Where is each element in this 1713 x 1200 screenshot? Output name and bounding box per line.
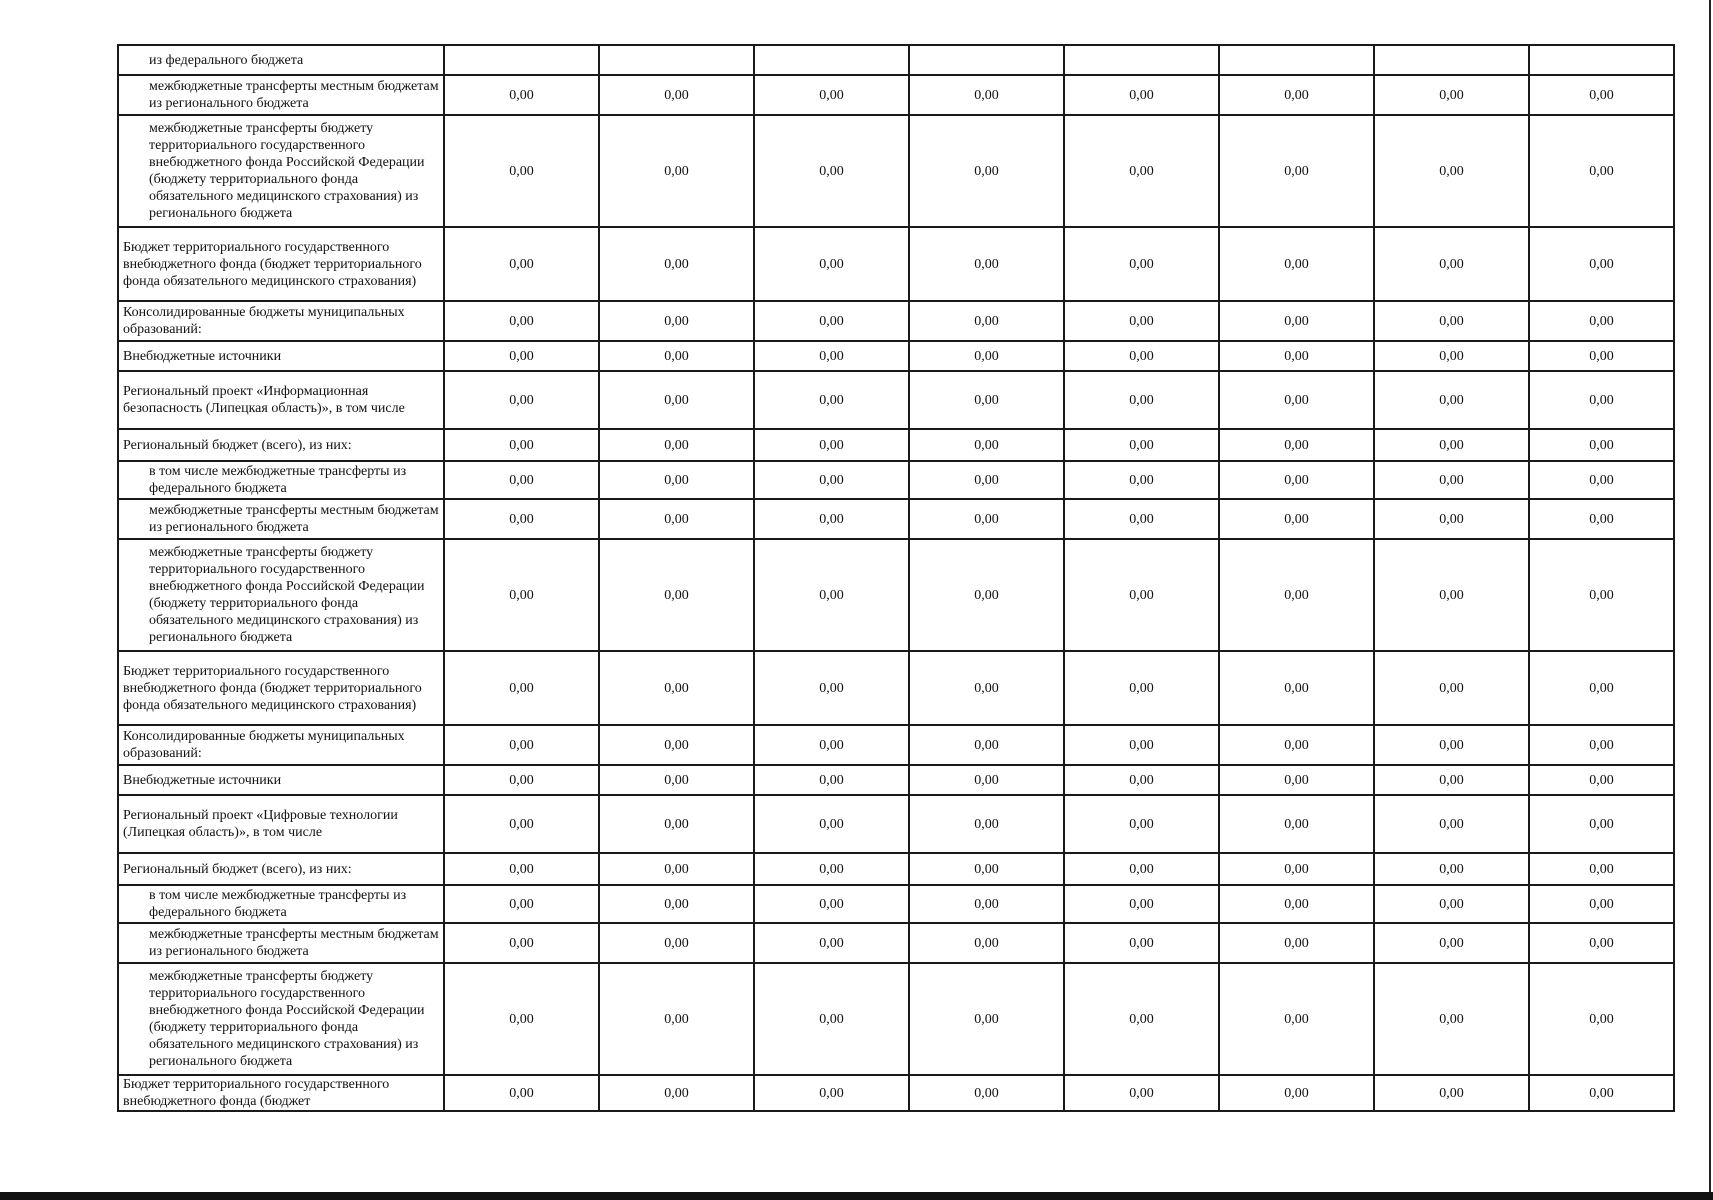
value-cell: 0,00: [599, 795, 754, 853]
row-label: межбюджетные трансферты местным бюджетам из регионального бюджета: [118, 499, 444, 539]
value-cell: 0,00: [1064, 499, 1219, 539]
budget-table-body: [118, 45, 1674, 1111]
value-cell: 0,00: [1374, 1075, 1529, 1111]
value-cell: [1219, 45, 1374, 75]
value-cell: 0,00: [599, 75, 754, 115]
value-cell: 0,00: [599, 539, 754, 651]
value-cell: 0,00: [1529, 963, 1674, 1075]
value-cell: 0,00: [909, 499, 1064, 539]
value-cell: [599, 45, 754, 75]
value-cell: 0,00: [444, 853, 599, 885]
value-cell: 0,00: [1374, 341, 1529, 371]
row-label: Бюджет территориального государственного внебюджетного фонда (бюджет территориального фонда обязательного медицинского страхования): [118, 651, 444, 725]
scan-edge-right: [1709, 0, 1711, 1192]
value-cell: 0,00: [444, 1075, 599, 1111]
value-cell: 0,00: [1529, 539, 1674, 651]
value-cell: 0,00: [1219, 795, 1374, 853]
value-cell: 0,00: [1219, 115, 1374, 227]
value-cell: 0,00: [599, 853, 754, 885]
table-row: [118, 923, 1674, 963]
value-cell: 0,00: [1529, 115, 1674, 227]
value-cell: 0,00: [1374, 429, 1529, 461]
value-cell: 0,00: [754, 923, 909, 963]
value-cell: 0,00: [599, 461, 754, 499]
value-cell: 0,00: [444, 499, 599, 539]
value-cell: 0,00: [599, 227, 754, 301]
value-cell: 0,00: [444, 923, 599, 963]
value-cell: [1529, 45, 1674, 75]
value-cell: 0,00: [1064, 853, 1219, 885]
value-cell: 0,00: [1374, 923, 1529, 963]
row-label: Бюджет территориального государственного внебюджетного фонда (бюджет территориального фонда обязательного медицинского страхования): [118, 227, 444, 301]
scan-edge-bottom: [0, 1192, 1713, 1200]
value-cell: 0,00: [1529, 651, 1674, 725]
value-cell: 0,00: [754, 885, 909, 923]
value-cell: 0,00: [1529, 429, 1674, 461]
value-cell: 0,00: [444, 963, 599, 1075]
value-cell: 0,00: [444, 795, 599, 853]
value-cell: 0,00: [909, 1075, 1064, 1111]
value-cell: 0,00: [909, 765, 1064, 795]
table-row: [118, 115, 1674, 227]
value-cell: 0,00: [1219, 765, 1374, 795]
value-cell: [444, 45, 599, 75]
row-label: Региональный бюджет (всего), из них:: [118, 853, 444, 885]
value-cell: 0,00: [1529, 765, 1674, 795]
value-cell: 0,00: [1219, 963, 1374, 1075]
table-row: [118, 1075, 1674, 1111]
value-cell: 0,00: [1064, 765, 1219, 795]
value-cell: 0,00: [1064, 963, 1219, 1075]
value-cell: 0,00: [1374, 115, 1529, 227]
value-cell: 0,00: [1529, 885, 1674, 923]
value-cell: 0,00: [599, 963, 754, 1075]
value-cell: 0,00: [599, 429, 754, 461]
value-cell: 0,00: [1219, 461, 1374, 499]
value-cell: 0,00: [1374, 651, 1529, 725]
value-cell: 0,00: [909, 429, 1064, 461]
row-label: Региональный проект «Цифровые технологии (Липецкая область)», в том числе: [118, 795, 444, 853]
value-cell: 0,00: [599, 725, 754, 765]
value-cell: 0,00: [1219, 341, 1374, 371]
value-cell: 0,00: [909, 461, 1064, 499]
row-label: межбюджетные трансферты бюджету территориального государственного внебюджетного фонда Российской Федерации (бюджету территориального фонда обязательного медицинского страхования) из регионального бюджета: [118, 539, 444, 651]
value-cell: [1374, 45, 1529, 75]
value-cell: 0,00: [444, 341, 599, 371]
value-cell: 0,00: [1064, 341, 1219, 371]
table-row: [118, 853, 1674, 885]
row-label: межбюджетные трансферты местным бюджетам из регионального бюджета: [118, 75, 444, 115]
table-row: [118, 301, 1674, 341]
value-cell: 0,00: [1529, 461, 1674, 499]
value-cell: 0,00: [599, 499, 754, 539]
value-cell: 0,00: [909, 301, 1064, 341]
value-cell: 0,00: [1529, 499, 1674, 539]
value-cell: 0,00: [909, 885, 1064, 923]
value-cell: 0,00: [1064, 539, 1219, 651]
value-cell: 0,00: [444, 301, 599, 341]
row-label: Региональный бюджет (всего), из них:: [118, 429, 444, 461]
value-cell: 0,00: [1374, 885, 1529, 923]
value-cell: 0,00: [1219, 725, 1374, 765]
value-cell: 0,00: [599, 923, 754, 963]
value-cell: 0,00: [1374, 963, 1529, 1075]
value-cell: 0,00: [1374, 853, 1529, 885]
table-row: [118, 499, 1674, 539]
value-cell: 0,00: [754, 429, 909, 461]
table-row: [118, 539, 1674, 651]
value-cell: 0,00: [1219, 499, 1374, 539]
value-cell: 0,00: [444, 461, 599, 499]
value-cell: 0,00: [909, 371, 1064, 429]
value-cell: 0,00: [754, 115, 909, 227]
table-row: [118, 45, 1674, 75]
value-cell: 0,00: [444, 885, 599, 923]
value-cell: 0,00: [754, 499, 909, 539]
value-cell: 0,00: [1219, 923, 1374, 963]
table-row: [118, 765, 1674, 795]
value-cell: 0,00: [1374, 301, 1529, 341]
value-cell: [909, 45, 1064, 75]
row-label: из федерального бюджета: [118, 45, 444, 75]
row-label: Консолидированные бюджеты муниципальных образований:: [118, 301, 444, 341]
table-row: [118, 461, 1674, 499]
value-cell: 0,00: [754, 1075, 909, 1111]
value-cell: 0,00: [754, 651, 909, 725]
row-label: межбюджетные трансферты местным бюджетам из регионального бюджета: [118, 923, 444, 963]
value-cell: 0,00: [1219, 301, 1374, 341]
value-cell: 0,00: [909, 341, 1064, 371]
value-cell: 0,00: [909, 923, 1064, 963]
value-cell: 0,00: [1064, 725, 1219, 765]
value-cell: [754, 45, 909, 75]
value-cell: 0,00: [1219, 539, 1374, 651]
row-label: Региональный проект «Информационная безопасность (Липецкая область)», в том числе: [118, 371, 444, 429]
value-cell: 0,00: [1529, 923, 1674, 963]
value-cell: 0,00: [444, 539, 599, 651]
value-cell: 0,00: [444, 429, 599, 461]
table-row: [118, 429, 1674, 461]
value-cell: 0,00: [1219, 227, 1374, 301]
table-row: [118, 795, 1674, 853]
value-cell: 0,00: [1064, 1075, 1219, 1111]
value-cell: 0,00: [909, 75, 1064, 115]
value-cell: 0,00: [599, 651, 754, 725]
row-label: Бюджет территориального государственного внебюджетного фонда (бюджет: [118, 1075, 444, 1111]
value-cell: 0,00: [1529, 341, 1674, 371]
row-label: межбюджетные трансферты бюджету территориального государственного внебюджетного фонда Российской Федерации (бюджету территориального фонда обязательного медицинского страхования) из регионального бюджета: [118, 115, 444, 227]
value-cell: 0,00: [1374, 539, 1529, 651]
table-row: [118, 227, 1674, 301]
value-cell: 0,00: [1529, 1075, 1674, 1111]
value-cell: 0,00: [444, 75, 599, 115]
value-cell: 0,00: [1064, 371, 1219, 429]
value-cell: 0,00: [444, 765, 599, 795]
value-cell: 0,00: [1064, 651, 1219, 725]
value-cell: 0,00: [1374, 227, 1529, 301]
row-label: Внебюджетные источники: [118, 765, 444, 795]
table-row: [118, 341, 1674, 371]
value-cell: 0,00: [1529, 75, 1674, 115]
value-cell: 0,00: [1529, 301, 1674, 341]
value-cell: 0,00: [1064, 301, 1219, 341]
value-cell: 0,00: [1064, 75, 1219, 115]
value-cell: 0,00: [754, 853, 909, 885]
value-cell: 0,00: [754, 341, 909, 371]
value-cell: 0,00: [1064, 227, 1219, 301]
table-row: [118, 963, 1674, 1075]
row-label: в том числе межбюджетные трансферты из федерального бюджета: [118, 885, 444, 923]
row-label: Внебюджетные источники: [118, 341, 444, 371]
value-cell: 0,00: [1529, 795, 1674, 853]
value-cell: 0,00: [1219, 885, 1374, 923]
value-cell: 0,00: [1374, 499, 1529, 539]
table-row: [118, 885, 1674, 923]
value-cell: 0,00: [909, 115, 1064, 227]
value-cell: 0,00: [1219, 1075, 1374, 1111]
value-cell: 0,00: [599, 371, 754, 429]
value-cell: 0,00: [599, 1075, 754, 1111]
value-cell: 0,00: [1219, 75, 1374, 115]
value-cell: 0,00: [754, 963, 909, 1075]
value-cell: 0,00: [444, 371, 599, 429]
value-cell: 0,00: [599, 765, 754, 795]
value-cell: 0,00: [909, 725, 1064, 765]
value-cell: 0,00: [1529, 371, 1674, 429]
row-label: межбюджетные трансферты бюджету территориального государственного внебюджетного фонда Российской Федерации (бюджету территориального фонда обязательного медицинского страхования) из регионального бюджета: [118, 963, 444, 1075]
value-cell: 0,00: [1219, 651, 1374, 725]
value-cell: 0,00: [1374, 795, 1529, 853]
value-cell: 0,00: [754, 539, 909, 651]
value-cell: 0,00: [754, 371, 909, 429]
table-row: [118, 725, 1674, 765]
value-cell: [1064, 45, 1219, 75]
value-cell: 0,00: [1529, 853, 1674, 885]
row-label: в том числе межбюджетные трансферты из федерального бюджета: [118, 461, 444, 499]
value-cell: 0,00: [599, 885, 754, 923]
value-cell: 0,00: [1064, 923, 1219, 963]
value-cell: 0,00: [599, 301, 754, 341]
value-cell: 0,00: [1374, 461, 1529, 499]
value-cell: 0,00: [444, 115, 599, 227]
value-cell: 0,00: [754, 227, 909, 301]
value-cell: 0,00: [599, 341, 754, 371]
value-cell: 0,00: [909, 795, 1064, 853]
value-cell: 0,00: [1529, 227, 1674, 301]
value-cell: 0,00: [909, 651, 1064, 725]
table-row: [118, 371, 1674, 429]
value-cell: 0,00: [909, 853, 1064, 885]
value-cell: 0,00: [1374, 765, 1529, 795]
row-label: Консолидированные бюджеты муниципальных образований:: [118, 725, 444, 765]
value-cell: 0,00: [1219, 853, 1374, 885]
value-cell: 0,00: [754, 75, 909, 115]
table-row: [118, 651, 1674, 725]
value-cell: 0,00: [599, 115, 754, 227]
value-cell: 0,00: [1374, 75, 1529, 115]
value-cell: 0,00: [444, 227, 599, 301]
value-cell: 0,00: [444, 651, 599, 725]
value-cell: 0,00: [754, 461, 909, 499]
value-cell: 0,00: [909, 963, 1064, 1075]
budget-table: [117, 44, 1675, 1112]
table-row: [118, 75, 1674, 115]
value-cell: 0,00: [1219, 429, 1374, 461]
value-cell: 0,00: [444, 725, 599, 765]
value-cell: 0,00: [909, 539, 1064, 651]
value-cell: 0,00: [1219, 371, 1374, 429]
value-cell: 0,00: [754, 765, 909, 795]
value-cell: 0,00: [1374, 371, 1529, 429]
value-cell: 0,00: [1064, 115, 1219, 227]
value-cell: 0,00: [754, 725, 909, 765]
value-cell: 0,00: [909, 227, 1064, 301]
value-cell: 0,00: [1064, 461, 1219, 499]
value-cell: 0,00: [1064, 795, 1219, 853]
value-cell: 0,00: [754, 301, 909, 341]
value-cell: 0,00: [754, 795, 909, 853]
value-cell: 0,00: [1529, 725, 1674, 765]
value-cell: 0,00: [1374, 725, 1529, 765]
value-cell: 0,00: [1064, 429, 1219, 461]
value-cell: 0,00: [1064, 885, 1219, 923]
